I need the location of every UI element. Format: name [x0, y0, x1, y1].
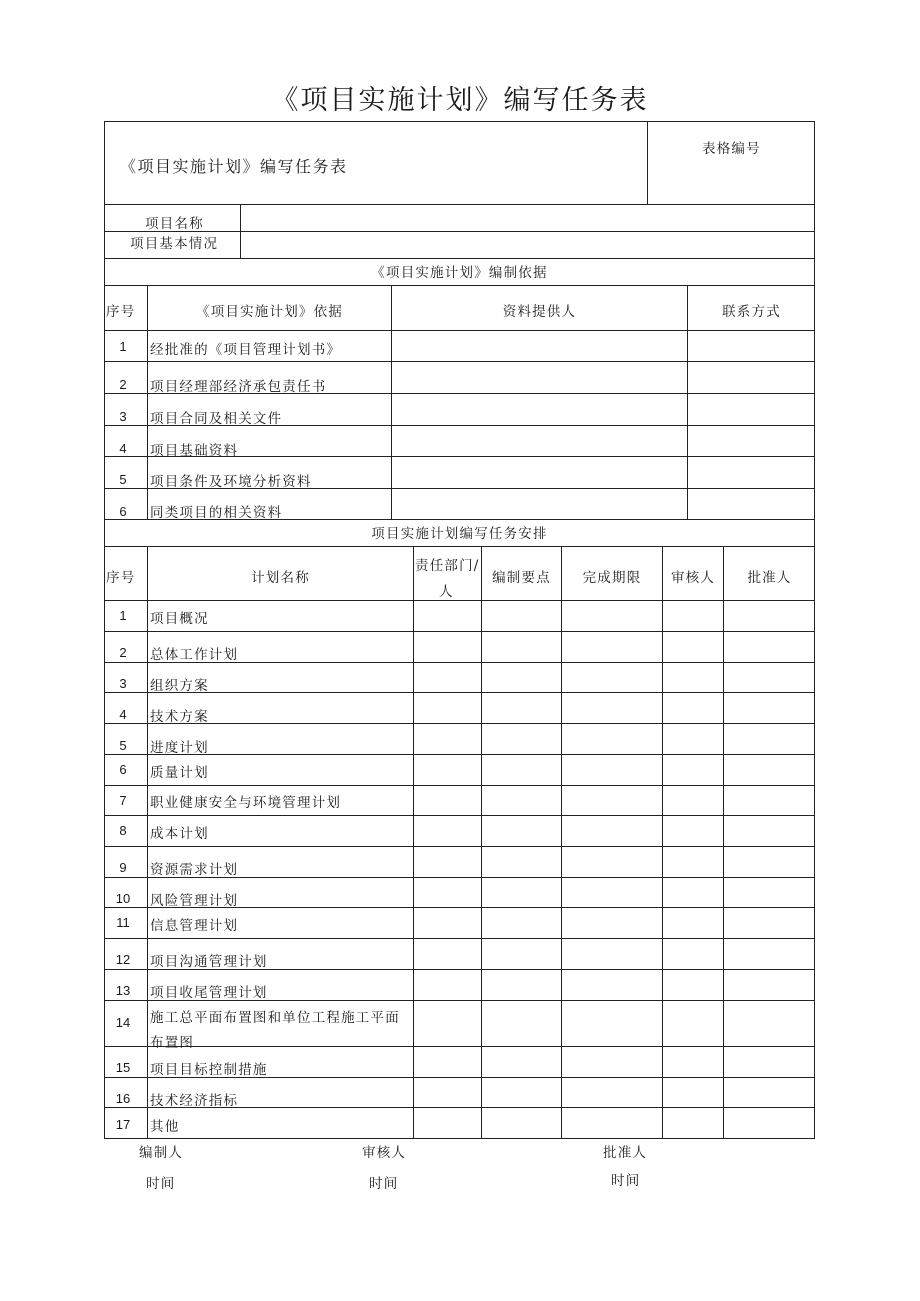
basis-col-contact: 联系方式: [722, 304, 781, 320]
task-row-name: 项目目标控制措施: [150, 1062, 268, 1078]
form-no-label: 表格编号: [702, 141, 761, 157]
divider: [104, 600, 815, 601]
divider: [104, 846, 815, 847]
divider: [413, 546, 414, 1138]
task-row-name: 进度计划: [150, 740, 209, 756]
basis-col-provider: 资料提供人: [502, 304, 577, 320]
task-row-name: 其他: [150, 1119, 180, 1135]
divider: [147, 285, 148, 519]
task-row-name: 成本计划: [150, 826, 209, 842]
basis-row-name: 经批准的《项目管理计划书》: [150, 342, 342, 358]
basis-row-no: 1: [119, 339, 127, 354]
divider: [240, 204, 241, 258]
task-row-name: 总体工作计划: [150, 647, 239, 663]
tasks-col-reviewer: 审核人: [670, 570, 716, 586]
divider: [481, 546, 482, 1138]
divider: [104, 361, 815, 362]
tasks-section-title: 项目实施计划编写任务安排: [371, 526, 548, 542]
task-row-no: 13: [115, 983, 131, 998]
form-name: 《项目实施计划》编写任务表: [120, 157, 348, 176]
project-basic-label: 项目基本情况: [130, 236, 219, 252]
tasks-col-points: 编制要点: [492, 570, 551, 586]
basis-row-no: 2: [119, 377, 127, 392]
task-row-no: 2: [119, 645, 127, 660]
task-row-name: 技术经济指标: [150, 1093, 239, 1109]
basis-row-no: 5: [119, 472, 127, 487]
task-row-name: 质量计划: [150, 765, 209, 781]
task-row-no: 16: [115, 1091, 131, 1106]
task-row-no: 7: [119, 793, 127, 808]
task-row-name: 项目收尾管理计划: [150, 985, 268, 1001]
task-row-no: 9: [119, 860, 127, 875]
task-row-no: 3: [119, 676, 127, 691]
basis-col-no: 序号: [106, 304, 136, 320]
tasks-col-approver: 批准人: [747, 570, 792, 586]
reviewer-label: 审核人: [362, 1145, 407, 1161]
task-row-no: 12: [115, 952, 131, 967]
page-title: 《项目实施计划》编写任务表: [271, 85, 649, 116]
divider: [662, 546, 663, 1138]
divider: [104, 1046, 815, 1047]
task-row-name: 风险管理计划: [150, 893, 239, 909]
basis-row-no: 3: [119, 409, 127, 424]
divider: [647, 121, 648, 204]
task-row-name-cont: 布置图: [150, 1035, 195, 1051]
divider: [104, 330, 815, 331]
approver-label: 批准人: [603, 1145, 648, 1161]
divider: [104, 546, 815, 547]
task-row-no: 8: [119, 823, 127, 838]
divider: [104, 631, 815, 632]
basis-row-name: 项目条件及环境分析资料: [150, 474, 312, 490]
task-row-no: 15: [115, 1060, 131, 1075]
basis-row-name: 项目合同及相关文件: [150, 411, 283, 427]
basis-row-name: 项目基础资料: [150, 443, 239, 459]
task-row-no: 17: [115, 1117, 131, 1132]
divider: [104, 692, 815, 693]
task-row-no: 1: [119, 608, 127, 623]
divider: [147, 546, 148, 1138]
task-row-name: 施工总平面布置图和单位工程施工平面: [150, 1010, 400, 1026]
task-row-no: 4: [119, 707, 127, 722]
basis-row-name: 同类项目的相关资料: [150, 505, 283, 521]
tasks-col-no: 序号: [106, 570, 136, 586]
compiler-label: 编制人: [139, 1145, 184, 1161]
divider: [687, 285, 688, 519]
divider: [561, 546, 562, 1138]
task-row-no: 10: [115, 891, 131, 906]
divider: [104, 723, 815, 724]
task-row-name: 技术方案: [150, 709, 209, 725]
time-label: 时间: [611, 1173, 641, 1189]
basis-col-basis: 《项目实施计划》依据: [196, 304, 343, 320]
divider: [104, 754, 815, 755]
tasks-col-deadline: 完成期限: [582, 570, 642, 586]
divider: [104, 258, 815, 259]
basis-row-no: 4: [119, 441, 127, 456]
time-label: 时间: [146, 1176, 176, 1192]
divider: [104, 785, 815, 786]
divider: [723, 546, 724, 1138]
basis-section-title: 《项目实施计划》编制依据: [371, 265, 548, 281]
divider: [104, 285, 815, 286]
basis-row-no: 6: [119, 504, 127, 519]
project-basic-field[interactable]: [242, 232, 814, 257]
tasks-col-name: 计划名称: [251, 570, 310, 586]
project-name-label: 项目名称: [145, 216, 204, 232]
tasks-col-dept: 责任部门/: [415, 558, 480, 574]
divider: [391, 285, 392, 519]
tasks-col-dept-2: 人: [439, 584, 454, 600]
task-row-name: 资源需求计划: [150, 862, 239, 878]
task-row-no: 11: [116, 915, 130, 930]
task-row-no: 6: [119, 762, 127, 777]
task-row-name: 项目概况: [150, 611, 209, 627]
time-label: 时间: [369, 1176, 399, 1192]
basis-row-name: 项目经理部经济承包责任书: [150, 379, 327, 395]
task-row-name: 职业健康安全与环境管理计划: [150, 795, 342, 811]
divider: [104, 815, 815, 816]
task-row-no: 14: [115, 1015, 131, 1030]
task-row-name: 信息管理计划: [150, 918, 239, 934]
task-row-name: 项目沟通管理计划: [150, 954, 268, 970]
divider: [104, 938, 815, 939]
project-name-field[interactable]: [242, 205, 814, 230]
task-row-name: 组织方案: [150, 678, 209, 694]
task-row-no: 5: [119, 738, 127, 753]
